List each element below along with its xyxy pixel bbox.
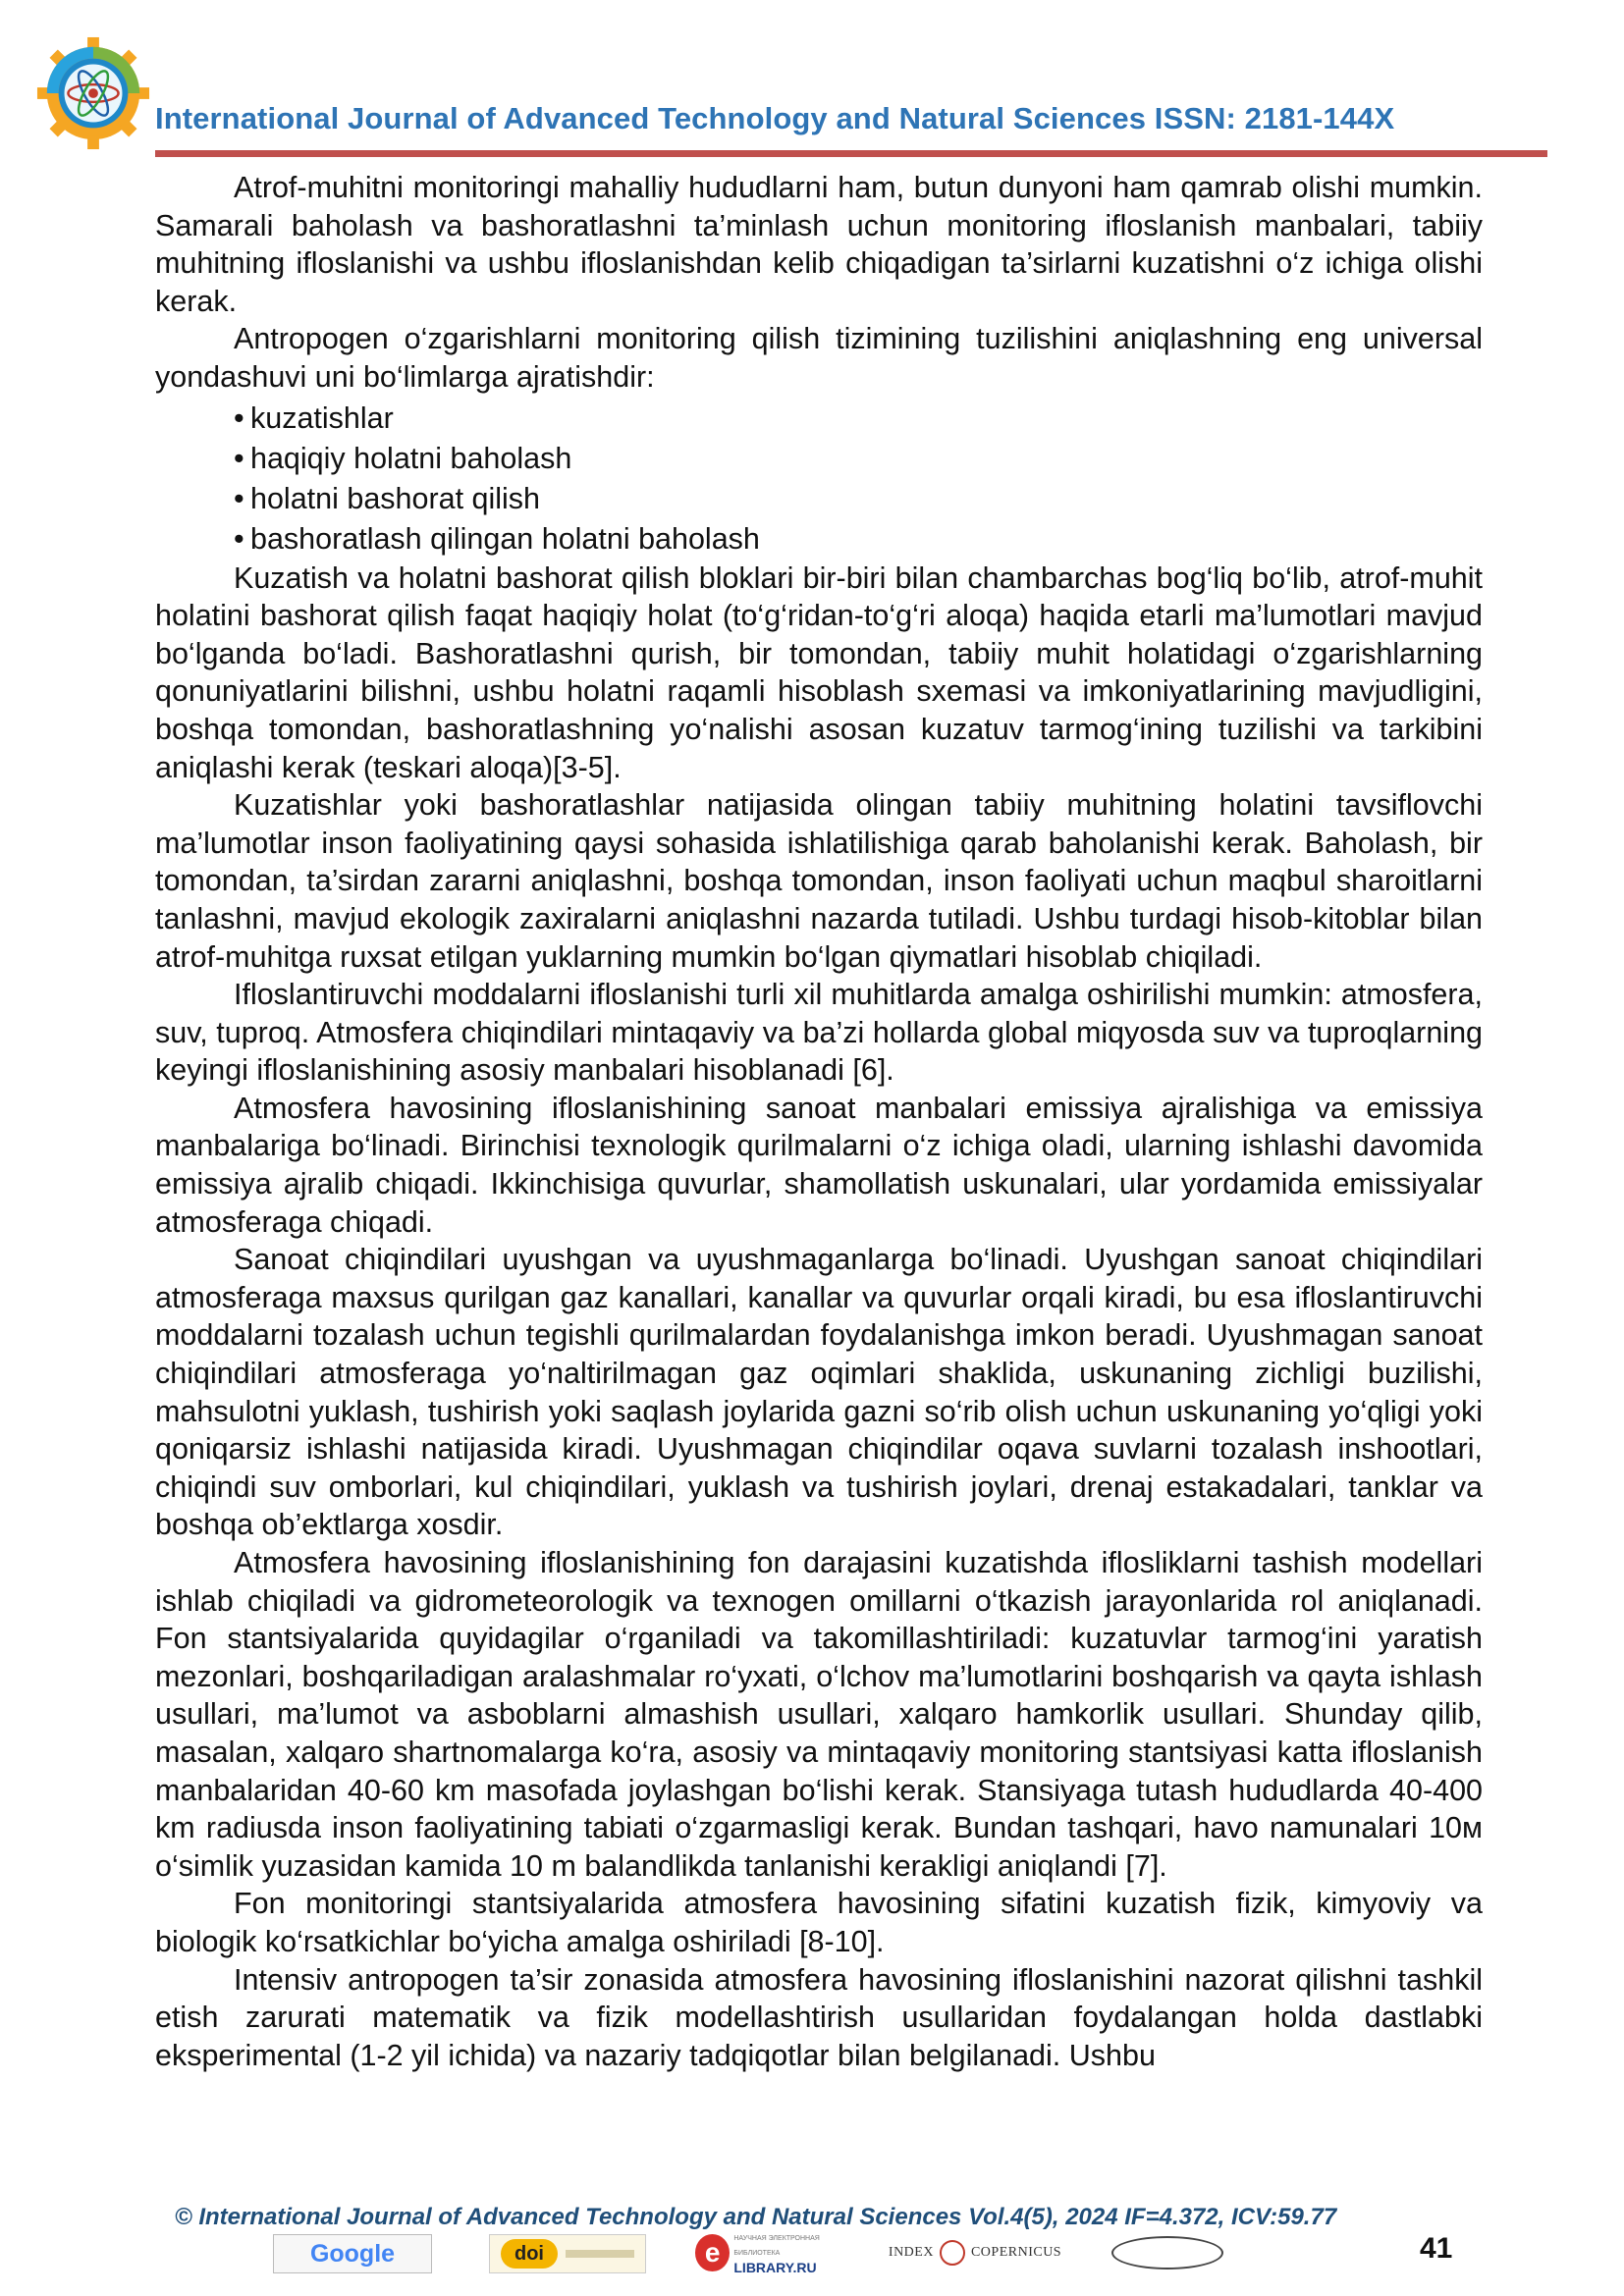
index-copernicus-badge[interactable] <box>872 2234 1078 2271</box>
paragraph: Kuzatishlar yoki bashoratlashlar natijasida olingan tabiiy muhitning holatini tavsiflovchi ma’lumotlar inson faoliyatining qaysi sohasida ishlatilishiga qarab baholanishi kerak. Baholash, bir tomondan, ta’sirdan zararni aniqlashni, boshqa tomondan, inson faoliyati uchun maqbul sharoitlarni tanlashni, mavjud ekologik zaxiralarni aniqlashni nazarda tutiladi. Ushbu turdagi hisob-kitoblar bilan atrof-muhitga ruxsat etilgan yuklarning mumkin bo‘lgan qiymatlari hisoblab chiqiladi. <box>155 788 1483 974</box>
scientific-indexing-badge[interactable] <box>1094 2234 1241 2271</box>
page-header <box>35 35 1508 168</box>
paragraph: Atmosfera havosining ifloslanishining sanoat manbalari emissiya ajralishiga va emissiya manbalariga bo‘linadi. Birinchisi texnologik qurilmalarni o‘z ichiga oladi, ularning ishlashi davomida emissiya ajralib chiqadi. Ikkinchisiga quvurlar, shamollatish uskunalari, ular yordamida emissiyalar atmosferaga chiqadi. <box>155 1091 1483 1239</box>
header-rule <box>155 150 1547 157</box>
scientific-indexing-logo-icon <box>1111 2236 1223 2269</box>
copernicus-circle-icon <box>940 2240 965 2266</box>
paragraph: Ifloslantiruvchi moddalarni ifloslanishi turli xil muhitlarda amalga oshirilishi mumkin: atmosfera, suv, tuproq. Atmosfera chiqindilari mintaqaviy va ba’zi hollarda global miqyosda suv va tuproqlarning keyingi ifloslanishining asosiy manbalari hisoblanadi [6]. <box>155 978 1483 1088</box>
list-item: • haqiqiy holatni baholash <box>234 439 1483 479</box>
article-body <box>155 169 1483 2074</box>
journal-title: International Journal of Advanced Technology and Natural Sciences ISSN: 2181-144X <box>155 101 1395 135</box>
elibrary-text: НАУЧНАЯ ЭЛЕКТРОННАЯ БИБЛИОТЕКА LIBRARY.RU <box>733 2234 820 2275</box>
paragraph: Atrof-muhitni monitoringi mahalliy hududlarni ham, butun dunyoni ham qamrab olishi mumkin. Samarali baholash va bashoratlashni ta’minlash uchun monitoring ifloslanish manbalari, tabiiy muhitning ifloslanishi va ushbu ifloslanishdan kelib chiqadigan ta’sirlarni kuzatishni o‘z ichiga olishi kerak. <box>155 171 1483 318</box>
paragraph: Kuzatish va holatni bashorat qilish bloklari bir-biri bilan chambarchas bog‘liq bo‘lib, atrof-muhit holatini bashorat qilish faqat haqiqiy holat (to‘g‘ridan-to‘g‘ri aloqa) haqida etarli ma’lumotlari mavjud bo‘lganda bo‘ladi. Bashoratlashni qurish, bir tomondan, tabiiy muhit holatidagi o‘zgarishlarning qonuniyatlarini bilishni, ushbu holatni raqamli hisoblash sxemasi va imkoniyatlarining mavjudligini, boshqa tomondan, bashoratlashning yo‘nalishi asosan kuzatuv tarmog‘ining tuzilishi va tarkibini aniqlashi kerak (teskari aloqa)[3-5]. <box>155 561 1483 784</box>
paragraph: Antropogen o‘zgarishlarni monitoring qilish tizimining tuzilishini aniqlashning eng universal yondashuvi uni bo‘limlarga ajratishdir: <box>155 322 1483 394</box>
paragraph: Fon monitoringi stantsiyalarida atmosfera havosining sifatini kuzatish fizik, kimyoviy va biologik ko‘rsatkichlar bo‘yicha amalga oshiriladi [8-10]. <box>155 1887 1483 1958</box>
paragraph: Atmosfera havosining ifloslanishining fon darajasini kuzatishda iflosliklarni tashish modellari ishlab chiqiladi va gidrometeorologik va texnogen omillarni o‘tkazish jarayonlarida rol aniqlanadi. Fon stantsiyalarida quyidagilar o‘rganiladi va takomillashtiriladi: kuzatuvlar tarmog‘ini yaratish mezonlari, boshqariladigan aralashmalar ro‘yxati, o‘lchov ma’lumotlarini boshqarish va qayta ishlash usullari, ma’lumot va asboblarni almashish usullari, xalqaro hamkorlik usullari. Shunday qilib, masalan, xalqaro shartnomalarga ko‘ra, asosiy va mintaqaviy monitoring stantsiyasi katta ifloslanish manbalaridan 40-60 km masofada joylashgan bo‘lishi kerak. Stansiyaga tutash hududlarda 40-400 km radiusda inson faoliyatining tabiati o‘zgarmasligi kerak. Bundan tashqari, havo namunalari 10м o‘simlik yuzasidan kamida 10 m balandlikda tanlanishi kerakligi aniqlandi [7]. <box>155 1546 1483 1883</box>
index-left-label: INDEX <box>888 2245 934 2260</box>
indexing-badges <box>273 2234 1274 2273</box>
doi-badge[interactable] <box>489 2234 646 2273</box>
doi-subtext-bar <box>566 2250 634 2258</box>
paragraph: Sanoat chiqindilari uyushgan va uyushmaganlarga bo‘linadi. Uyushgan sanoat chiqindilari atmosferaga maxsus qurilgan gaz kanallari, kanallar va quvurlar orqali kiradi, bu esa ifloslantiruvchi moddalarni tozalash uchun tegishli qurilmalardan foydalanishga imkon beradi. Uyushmagan sanoat chiqindilari atmosferaga yo‘naltirilmagan gaz oqimlari shaklida, uskunaning zichligi buzilishi, mahsulotni yuklash, tushirish yoki saqlash joylarida gazni so‘rib olish uchun uskunaning yo‘qligi yoki qoniqarsiz ishlashi natijasida kiradi. Uyushmagan chiqindilar oqava suvlarni tozalash inshootlari, chiqindi suv omborlari, kul chiqindilari, yuklash va tushirish joylari, drenaj estakadalari, tanklar va boshqa ob’ektlarga xosdir. <box>155 1243 1483 1542</box>
doi-badge-label: doi <box>501 2239 558 2269</box>
paragraph: Intensiv antropogen ta’sir zonasida atmosfera havosining ifloslanishini nazorat qilishni tashkil etish zarurati matematik va fizik modellashtirish usullaridan foydalangan holda dastlabki eksperimental (1-2 yil ichida) va nazariy tadqiqotlar bilan belgilanadi. Ushbu <box>155 1962 1483 2072</box>
page-number: 41 <box>1420 2232 1453 2265</box>
bullet-list <box>155 399 1483 560</box>
list-item: • kuzatishlar <box>234 399 1483 439</box>
list-item: • holatni bashorat qilish <box>234 479 1483 519</box>
google-scholar-badge[interactable] <box>273 2234 432 2273</box>
list-item: • bashoratlash qilingan holatni baholash <box>234 519 1483 560</box>
elibrary-badge[interactable] <box>695 2234 852 2275</box>
google-badge-label: Google <box>309 2239 396 2268</box>
elibrary-e-icon: e <box>695 2234 730 2271</box>
atom-gear-logo-icon <box>35 35 151 151</box>
footer-citation: © International Journal of Advanced Technology and Natural Sciences Vol.4(5), 2024 IF=4.372, ICV:59.77 <box>175 2204 1337 2230</box>
index-right-label: COPERNICUS <box>970 2245 1062 2260</box>
